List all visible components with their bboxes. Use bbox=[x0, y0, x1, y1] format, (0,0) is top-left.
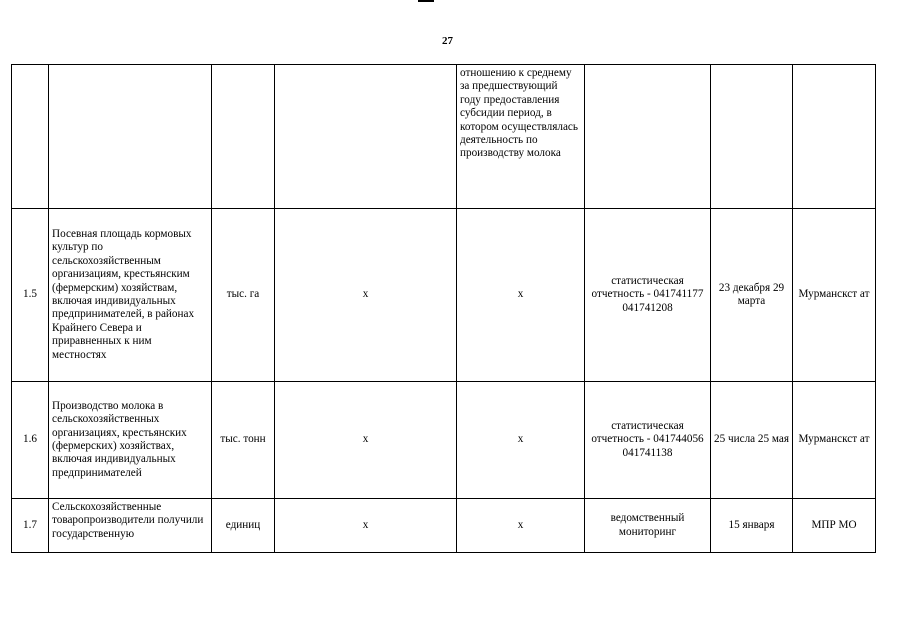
column-4-cell: x bbox=[275, 499, 457, 553]
responsible-cell: МПР МО bbox=[793, 499, 876, 553]
deadline-cell: 25 числа 25 мая bbox=[711, 382, 793, 499]
column-5-cell: x bbox=[457, 209, 585, 382]
deadline-cell: 15 января bbox=[711, 499, 793, 553]
source-cell: статистическая отчетность - 041744056 041741138 bbox=[585, 382, 711, 499]
unit-cell bbox=[212, 65, 275, 209]
column-5-cell: x bbox=[457, 499, 585, 553]
table-row bbox=[12, 209, 876, 382]
row-number: 1.6 bbox=[12, 382, 49, 499]
row-number bbox=[12, 65, 49, 209]
unit-cell: единиц bbox=[212, 499, 275, 553]
deadline-cell: 23 декабря 29 марта bbox=[711, 209, 793, 382]
column-5-cell: отношению к среднему за предшествующий году предоставления субсидии период, в котором осуществлялась деятельность по производству молока bbox=[457, 65, 585, 209]
indicators-table bbox=[11, 64, 876, 553]
responsible-cell: Мурманскст ат bbox=[793, 209, 876, 382]
column-4-cell: x bbox=[275, 209, 457, 382]
responsible-cell: Мурманскст ат bbox=[793, 382, 876, 499]
unit-cell: тыс. га bbox=[212, 209, 275, 382]
table-row bbox=[12, 382, 876, 499]
indicator-name bbox=[49, 65, 212, 209]
source-cell bbox=[585, 65, 711, 209]
column-4-cell bbox=[275, 65, 457, 209]
unit-cell: тыс. тонн bbox=[212, 382, 275, 499]
row-number: 1.5 bbox=[12, 209, 49, 382]
table-row bbox=[12, 65, 876, 209]
source-cell: статистическая отчетность - 041741177 041741208 bbox=[585, 209, 711, 382]
indicator-name: Сельскохозяйственные товаропроизводители получили государственную bbox=[49, 499, 212, 553]
top-edge-mark bbox=[418, 0, 434, 2]
indicator-name: Производство молока в сельскохозяйственных организациях, крестьянских (фермерских) хозяйствах, включая индивидуальных предпринимателей bbox=[49, 382, 212, 499]
page-number: 27 bbox=[442, 35, 453, 47]
table-row bbox=[12, 499, 876, 553]
deadline-cell bbox=[711, 65, 793, 209]
column-4-cell: x bbox=[275, 382, 457, 499]
row-number: 1.7 bbox=[12, 499, 49, 553]
column-5-cell: x bbox=[457, 382, 585, 499]
source-cell: ведомственный мониторинг bbox=[585, 499, 711, 553]
indicator-name: Посевная площадь кормовых культур по сельскохозяйственным организациям, крестьянским (фермерским) хозяйствам, включая индивидуальных предпринимателей, в районах Крайнего Севера и приравненных к ним местностях bbox=[49, 209, 212, 382]
responsible-cell bbox=[793, 65, 876, 209]
